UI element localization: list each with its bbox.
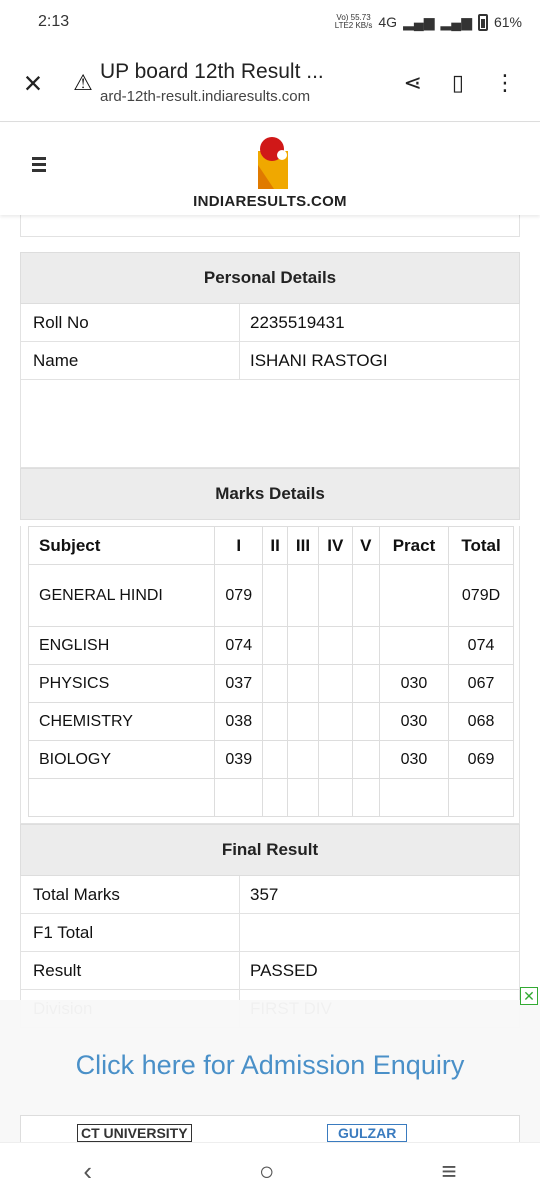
- mark-cell: [319, 665, 353, 703]
- mark-cell: [287, 627, 318, 665]
- mark-cell: 079: [215, 565, 263, 627]
- f1-total-value: [240, 914, 519, 951]
- mark-cell: 079D: [449, 565, 514, 627]
- mark-cell: [352, 741, 379, 779]
- total-marks-value: 357: [250, 884, 279, 904]
- roll-no-label: Roll No: [21, 304, 240, 341]
- clock: 2:13: [38, 13, 70, 30]
- network-speed: Vo) 55.73 LTE2 KB/s: [334, 13, 373, 30]
- marks-table-wrapper: [20, 526, 520, 824]
- mark-cell: 039: [215, 741, 263, 779]
- home-icon[interactable]: ○: [258, 1156, 275, 1186]
- col-ii: II: [263, 527, 288, 565]
- roll-no-row: [20, 304, 520, 342]
- col-iv: IV: [319, 527, 353, 565]
- logo-text: INDIARESULTS.COM: [193, 193, 347, 210]
- mark-cell: [352, 565, 379, 627]
- table-row: [29, 703, 514, 741]
- mark-cell: [287, 741, 318, 779]
- recents-icon[interactable]: ≡: [441, 1156, 457, 1186]
- back-icon[interactable]: ‹: [83, 1156, 93, 1186]
- table-row: [29, 665, 514, 703]
- hamburger-menu-icon[interactable]: [32, 157, 46, 175]
- mark-cell: [263, 703, 288, 741]
- network-type: 4G: [378, 14, 398, 30]
- mark-cell: [319, 565, 353, 627]
- warning-icon[interactable]: ⚠: [73, 69, 93, 95]
- total-marks-label: Total Marks: [21, 876, 240, 913]
- mark-cell: [319, 703, 353, 741]
- table-row: [29, 627, 514, 665]
- mark-cell: 038: [215, 703, 263, 741]
- mark-cell: [263, 627, 288, 665]
- mark-cell: [379, 779, 448, 817]
- mark-cell: 030: [379, 703, 448, 741]
- result-label: Result: [21, 952, 240, 989]
- mark-cell: [263, 665, 288, 703]
- site-header: [0, 123, 540, 215]
- subject-cell: CHEMISTRY: [29, 703, 215, 741]
- subject-cell: [29, 779, 215, 817]
- table-row: [29, 741, 514, 779]
- page-url: ard-12th-result.indiaresults.com: [100, 88, 311, 105]
- mark-cell: [352, 665, 379, 703]
- marks-table: [28, 526, 514, 817]
- result-content: [20, 215, 520, 1028]
- mark-cell: [352, 703, 379, 741]
- close-ad-icon[interactable]: ✕: [520, 987, 538, 1005]
- status-bar: [0, 0, 540, 44]
- share-icon[interactable]: ⋖: [403, 69, 422, 95]
- mark-cell: [319, 741, 353, 779]
- mark-cell: 068: [449, 703, 514, 741]
- battery-icon: [478, 14, 488, 31]
- page-title: UP board 12th Result ...: [100, 60, 324, 83]
- f1-total-label: F1 Total: [21, 914, 240, 951]
- subject-cell: PHYSICS: [29, 665, 215, 703]
- status-icons: [335, 14, 522, 31]
- mark-cell: [352, 627, 379, 665]
- total-marks-row: [20, 876, 520, 914]
- personal-details-heading: Personal Details: [20, 252, 520, 304]
- battery-percent: 61%: [493, 14, 522, 30]
- roll-no-value: 2235519431: [250, 312, 345, 332]
- mark-cell: [287, 665, 318, 703]
- col-total: Total: [449, 527, 514, 565]
- more-icon[interactable]: ⋮: [494, 69, 516, 95]
- table-row: [29, 779, 514, 817]
- subject-cell: ENGLISH: [29, 627, 215, 665]
- col-iii: III: [287, 527, 318, 565]
- mark-cell: 037: [215, 665, 263, 703]
- blank-row: [20, 380, 520, 468]
- col-pract: Pract: [379, 527, 448, 565]
- mark-cell: 069: [449, 741, 514, 779]
- final-result-heading: Final Result: [20, 824, 520, 876]
- name-row: [20, 342, 520, 380]
- mark-cell: [215, 779, 263, 817]
- name-value: ISHANI RASTOGI: [250, 350, 388, 370]
- logo-icon[interactable]: [252, 135, 292, 191]
- mark-cell: [287, 703, 318, 741]
- ad-banner[interactable]: [20, 1115, 520, 1143]
- mark-cell: [379, 565, 448, 627]
- mark-cell: [379, 627, 448, 665]
- mark-cell: [287, 779, 318, 817]
- mark-cell: 067: [449, 665, 514, 703]
- mark-cell: 074: [215, 627, 263, 665]
- subject-cell: GENERAL HINDI: [29, 565, 215, 627]
- marks-details-heading: Marks Details: [20, 468, 520, 520]
- mark-cell: [263, 565, 288, 627]
- marks-header-row: [29, 527, 514, 565]
- spacer-row: [20, 215, 520, 237]
- signal-icon: ▂▄▆: [403, 13, 435, 30]
- mark-cell: [352, 779, 379, 817]
- signal-icon-2: ▂▄▆: [440, 13, 472, 30]
- mark-cell: 030: [379, 741, 448, 779]
- result-row: [20, 952, 520, 990]
- mark-cell: [319, 627, 353, 665]
- col-v: V: [352, 527, 379, 565]
- ct-university-logo[interactable]: CT UNIVERSITY: [77, 1124, 192, 1142]
- admission-enquiry-link[interactable]: Click here for Admission Enquiry: [75, 1050, 465, 1080]
- f1-total-row: [20, 914, 520, 952]
- mark-cell: [263, 741, 288, 779]
- subject-cell: BIOLOGY: [29, 741, 215, 779]
- table-row: [29, 565, 514, 627]
- mark-cell: 030: [379, 665, 448, 703]
- close-icon[interactable]: ×: [23, 64, 43, 101]
- col-i: I: [215, 527, 263, 565]
- mark-cell: [263, 779, 288, 817]
- gulzar-logo[interactable]: GULZAR: [327, 1124, 407, 1142]
- bookmark-icon[interactable]: ▯: [451, 69, 464, 95]
- mark-cell: [449, 779, 514, 817]
- name-label: Name: [21, 342, 240, 379]
- system-nav-bar: [0, 1142, 540, 1200]
- mark-cell: [287, 565, 318, 627]
- page-title-block[interactable]: [100, 60, 393, 105]
- mark-cell: 074: [449, 627, 514, 665]
- col-subject: Subject: [29, 527, 215, 565]
- mark-cell: [319, 779, 353, 817]
- result-value: PASSED: [250, 960, 318, 980]
- browser-toolbar: [0, 44, 540, 122]
